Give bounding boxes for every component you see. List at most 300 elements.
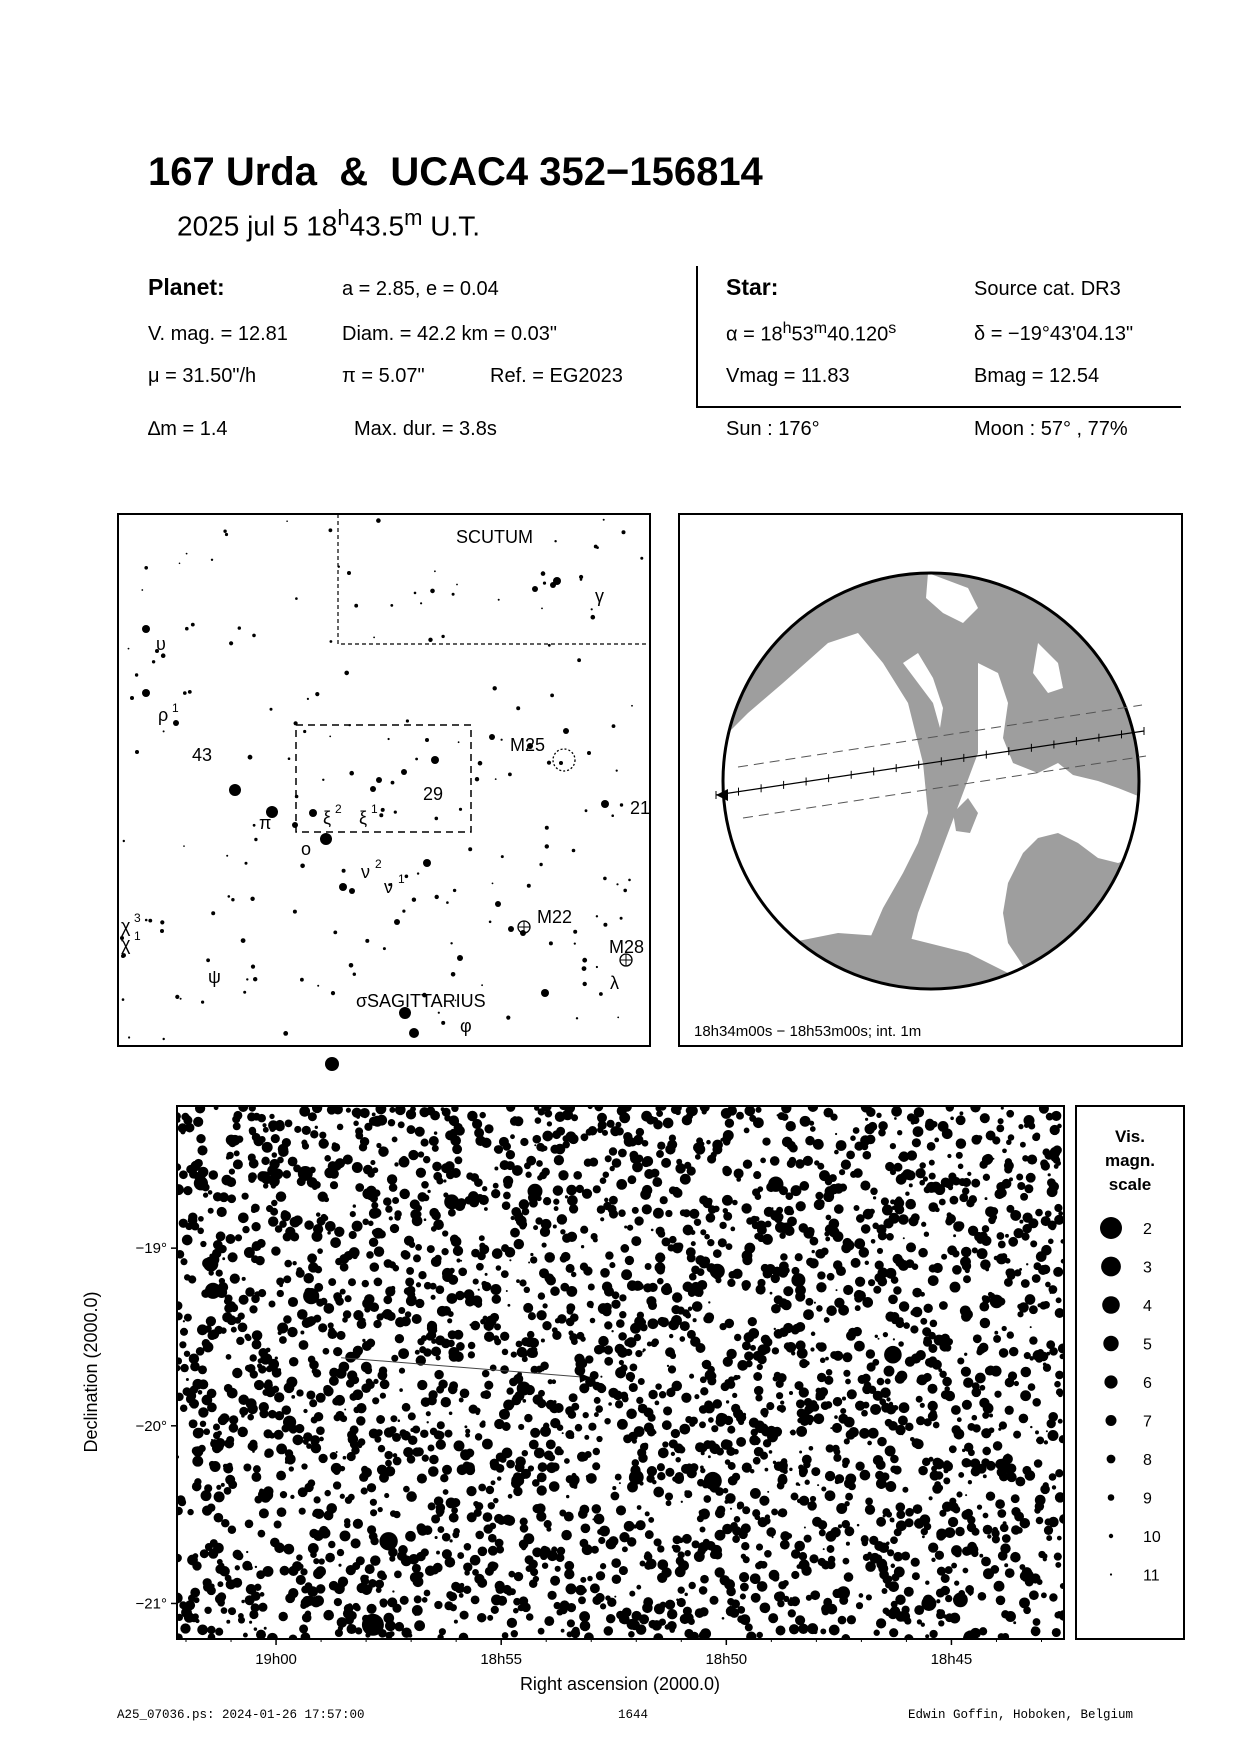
field-star (1004, 1563, 1008, 1567)
field-star (207, 1626, 215, 1634)
field-star (905, 1199, 916, 1210)
field-star (642, 1185, 653, 1196)
field-star (568, 1410, 577, 1419)
field-star (890, 1169, 896, 1175)
field-star (491, 1480, 496, 1485)
field-star (328, 1541, 335, 1548)
field-star (215, 1628, 223, 1636)
field-star (883, 1608, 890, 1615)
field-star (541, 1338, 545, 1342)
field-star (809, 1446, 814, 1451)
field-star (795, 1615, 805, 1625)
field-star (939, 1199, 946, 1206)
finder-faint-star (191, 623, 195, 627)
label-upsilon: υ (156, 634, 166, 654)
field-star (1005, 1234, 1009, 1238)
field-star (222, 1257, 225, 1260)
field-star (330, 1181, 338, 1189)
finder-faint-star (573, 930, 577, 934)
field-star (866, 1349, 875, 1358)
field-star (398, 1419, 401, 1422)
field-star (970, 1102, 980, 1112)
field-star (1054, 1381, 1061, 1388)
field-star (179, 1341, 186, 1348)
field-star (720, 1138, 724, 1142)
field-star (489, 1523, 496, 1530)
field-star (587, 1576, 593, 1582)
field-star (340, 1289, 346, 1295)
field-star (898, 1214, 909, 1225)
field-star (261, 1157, 269, 1165)
field-star (263, 1127, 269, 1133)
field-star (172, 1593, 183, 1604)
field-star (252, 1241, 262, 1251)
field-star (422, 1597, 428, 1603)
field-star (592, 1462, 600, 1470)
field-star (700, 1387, 708, 1395)
field-star (760, 1158, 766, 1164)
field-star (1054, 1553, 1062, 1561)
legend-dot-mag-10 (1109, 1534, 1113, 1538)
field-star (942, 1377, 952, 1387)
field-star (861, 1535, 869, 1543)
field-star (1014, 1269, 1021, 1276)
field-star (463, 1586, 471, 1594)
field-star (584, 1159, 592, 1167)
finder-faint-star (549, 941, 553, 945)
field-star (754, 1420, 765, 1431)
field-star (502, 1448, 513, 1459)
field-star (835, 1133, 837, 1135)
legend-dot-mag-7 (1106, 1415, 1117, 1426)
legend-dot-mag-11 (1110, 1573, 1112, 1575)
field-star (951, 1545, 962, 1556)
field-star (616, 1319, 625, 1328)
finder-faint-star (145, 919, 148, 922)
field-star (189, 1353, 199, 1363)
field-star (878, 1129, 886, 1137)
field-star (836, 1266, 846, 1276)
field-star (479, 1244, 489, 1254)
globe-caption: 18h34m00s − 18h53m00s; int. 1m (694, 1023, 922, 1040)
detail-star-chart (80, 1100, 1188, 1694)
field-star (989, 1413, 993, 1417)
field-star (559, 1510, 566, 1517)
field-star (1004, 1165, 1012, 1173)
field-star (971, 1528, 979, 1536)
field-star (911, 1353, 921, 1363)
field-star (826, 1444, 834, 1452)
field-star (668, 1365, 676, 1373)
field-star (799, 1359, 808, 1368)
field-star (603, 1303, 612, 1312)
field-star (665, 1468, 674, 1477)
field-star (868, 1279, 875, 1286)
field-star (813, 1413, 824, 1424)
field-star (1040, 1159, 1048, 1167)
earth-globe-panel (678, 513, 1183, 1047)
field-star (742, 1255, 752, 1265)
field-star (834, 1150, 839, 1155)
field-star (266, 1205, 273, 1212)
field-star (192, 1456, 203, 1467)
field-star (314, 1496, 321, 1503)
field-star (570, 1313, 579, 1322)
field-star (456, 1258, 460, 1262)
field-star (235, 1565, 240, 1570)
field-star (678, 1446, 686, 1454)
field-star (645, 1511, 650, 1516)
field-star (296, 1575, 306, 1585)
field-star (586, 1128, 593, 1135)
field-star (370, 1194, 378, 1202)
field-star (408, 1633, 412, 1637)
field-star (421, 1335, 427, 1341)
finder-faint-star (353, 973, 356, 976)
field-star (369, 1238, 378, 1247)
field-star (730, 1508, 732, 1510)
field-star (804, 1527, 806, 1529)
field-star (960, 1256, 971, 1267)
field-star (615, 1400, 623, 1408)
field-star (244, 1334, 250, 1340)
field-star (277, 1507, 287, 1517)
field-star (653, 1633, 663, 1643)
field-star (258, 1603, 267, 1612)
field-star (909, 1183, 913, 1187)
field-star (598, 1537, 605, 1544)
field-star (562, 1135, 569, 1142)
field-star (542, 1146, 547, 1151)
field-star (318, 1323, 327, 1332)
finder-faint-star (412, 898, 416, 902)
finder-faint-star (333, 931, 337, 935)
field-star (459, 1593, 464, 1598)
field-star (982, 1447, 991, 1456)
field-star (983, 1525, 993, 1535)
field-star (696, 1137, 703, 1144)
field-star (337, 1549, 344, 1556)
bright-star-13 (629, 1470, 644, 1485)
field-star (695, 1442, 705, 1452)
field-star (679, 1336, 685, 1342)
field-star (955, 1221, 964, 1230)
field-star (1013, 1431, 1021, 1439)
field-star (615, 1344, 625, 1354)
field-star (805, 1480, 810, 1485)
field-star (443, 1489, 449, 1495)
field-star (689, 1209, 699, 1219)
field-star (581, 1454, 589, 1462)
field-star (538, 1462, 548, 1472)
field-star (448, 1209, 456, 1217)
field-star (523, 1533, 534, 1544)
field-star (870, 1404, 881, 1415)
field-star (1050, 1125, 1060, 1135)
field-star (657, 1278, 664, 1285)
label-xi1: ξ (359, 808, 368, 828)
field-star (493, 1498, 499, 1504)
field-star (474, 1128, 484, 1138)
field-star (888, 1294, 898, 1304)
field-star (922, 1327, 931, 1336)
legend-label-mag-5: 5 (1143, 1336, 1152, 1354)
field-star (225, 1475, 235, 1485)
field-star (511, 1216, 515, 1220)
field-star (187, 1116, 191, 1120)
field-star (254, 1380, 264, 1390)
field-star (453, 1528, 460, 1535)
field-star (962, 1400, 972, 1410)
field-star (427, 1421, 429, 1423)
field-star (982, 1412, 989, 1419)
field-star (484, 1331, 494, 1341)
field-star (648, 1620, 657, 1629)
field-star (841, 1159, 851, 1169)
field-star (662, 1441, 668, 1447)
field-star (336, 1451, 338, 1453)
field-star (609, 1262, 615, 1268)
field-star (1019, 1414, 1029, 1424)
field-star (784, 1342, 792, 1350)
field-star (861, 1224, 871, 1234)
field-star (217, 1581, 223, 1587)
field-star (796, 1426, 807, 1437)
field-star (390, 1224, 399, 1233)
field-star (949, 1445, 957, 1453)
field-star (490, 1313, 499, 1322)
field-star (890, 1455, 899, 1464)
field-star (297, 1309, 308, 1320)
field-star (328, 1327, 335, 1334)
legend-dot-mag-3 (1101, 1257, 1121, 1277)
field-star (288, 1157, 298, 1167)
field-star (964, 1353, 967, 1356)
field-star (709, 1596, 718, 1605)
field-star (913, 1126, 924, 1137)
finder-faint-star (254, 838, 257, 841)
field-star (1040, 1485, 1050, 1495)
field-star (560, 1283, 569, 1292)
field-star (622, 1546, 628, 1552)
field-star (678, 1587, 685, 1594)
field-star (492, 1294, 501, 1303)
field-star (442, 1533, 451, 1542)
field-star (319, 1437, 324, 1442)
finder-faint-star (640, 557, 643, 560)
field-star (936, 1599, 940, 1603)
field-star (469, 1197, 479, 1207)
field-star (236, 1123, 241, 1128)
field-star (565, 1195, 568, 1198)
field-star (925, 1581, 929, 1585)
field-star (678, 1551, 685, 1558)
field-star (599, 1526, 610, 1537)
field-star (561, 1629, 565, 1633)
field-star (296, 1267, 302, 1273)
label-nu1-sup: 1 (398, 872, 405, 886)
field-star (839, 1169, 845, 1175)
field-star (1003, 1521, 1007, 1525)
field-star (774, 1328, 776, 1330)
finder-star-30 (431, 756, 439, 764)
field-star (933, 1422, 940, 1429)
field-star (351, 1376, 359, 1384)
field-star (894, 1117, 897, 1120)
field-star (536, 1310, 546, 1320)
field-star (612, 1486, 616, 1490)
field-star (340, 1416, 346, 1422)
legend-label-mag-10: 10 (1143, 1529, 1161, 1546)
field-star (951, 1425, 960, 1434)
field-star (441, 1397, 451, 1407)
field-star (415, 1127, 425, 1137)
field-star (528, 1262, 530, 1264)
field-star (893, 1552, 903, 1562)
field-star (766, 1402, 774, 1410)
field-star (228, 1252, 238, 1262)
field-star (1006, 1453, 1009, 1456)
field-star (1006, 1110, 1014, 1118)
field-star (343, 1456, 347, 1460)
finder-star-26 (601, 800, 609, 808)
field-star (457, 1552, 464, 1559)
field-star (418, 1271, 426, 1279)
field-star (344, 1522, 351, 1529)
field-star (259, 1136, 266, 1143)
finder-faint-star (591, 615, 596, 620)
finder-star-3 (229, 784, 241, 796)
finder-faint-star (148, 919, 152, 923)
field-star (663, 1118, 674, 1129)
field-star (726, 1122, 731, 1127)
field-star (547, 1591, 556, 1600)
field-star (780, 1400, 784, 1404)
field-star (810, 1347, 814, 1351)
field-star (362, 1280, 369, 1287)
field-star (604, 1198, 608, 1202)
star-bmag: Bmag = 12.54 (974, 365, 1100, 387)
field-star (355, 1127, 363, 1135)
field-star (743, 1556, 750, 1563)
field-star (612, 1158, 622, 1168)
field-star (972, 1382, 980, 1390)
field-star (772, 1207, 774, 1209)
field-star (842, 1458, 850, 1466)
field-star (1020, 1142, 1026, 1148)
finder-faint-star (253, 824, 256, 827)
field-star (307, 1586, 318, 1597)
field-star (728, 1271, 736, 1279)
field-star (864, 1382, 872, 1390)
finder-faint-star (317, 985, 319, 987)
legend-dot-mag-8 (1107, 1455, 1116, 1464)
field-star (755, 1394, 762, 1401)
field-star (596, 1571, 605, 1580)
field-star (385, 1466, 395, 1476)
field-star (890, 1143, 896, 1149)
field-star (340, 1466, 345, 1471)
field-star (520, 1138, 528, 1146)
finder-faint-star (493, 686, 497, 690)
field-star (259, 1508, 269, 1518)
field-star (806, 1227, 815, 1236)
field-star (189, 1419, 198, 1428)
field-star (345, 1295, 352, 1302)
field-star (535, 1217, 542, 1224)
field-star (608, 1402, 612, 1406)
field-star (542, 1243, 547, 1248)
field-star (424, 1218, 427, 1221)
field-star (594, 1412, 599, 1417)
field-star (550, 1286, 560, 1296)
finder-star-35 (347, 571, 351, 575)
field-star (983, 1174, 990, 1181)
field-star (688, 1306, 692, 1310)
field-star (753, 1372, 762, 1381)
field-star (658, 1448, 669, 1459)
field-star (517, 1347, 528, 1358)
field-star (616, 1179, 627, 1190)
field-star (742, 1506, 750, 1514)
field-star (983, 1513, 989, 1519)
field-star (604, 1321, 612, 1329)
field-star (458, 1267, 467, 1276)
field-star (665, 1624, 670, 1629)
field-star (597, 1113, 607, 1123)
finder-star-31 (425, 738, 429, 742)
field-star (1046, 1430, 1048, 1432)
field-star (615, 1474, 622, 1481)
field-star (663, 1406, 672, 1415)
field-star (522, 1399, 526, 1403)
field-star (527, 1347, 538, 1358)
field-star (899, 1402, 910, 1413)
field-star (799, 1387, 809, 1397)
star-heading: Star: (726, 274, 779, 300)
field-star (506, 1103, 515, 1112)
field-star (885, 1481, 896, 1492)
field-star (740, 1593, 746, 1599)
finder-faint-star (475, 777, 479, 781)
field-star (911, 1213, 920, 1222)
field-star (544, 1451, 554, 1461)
finder-frame (118, 514, 650, 1046)
field-star (380, 1379, 390, 1389)
field-star (438, 1380, 447, 1389)
field-star (653, 1120, 663, 1130)
finder-faint-star (223, 530, 226, 533)
field-star (453, 1246, 463, 1256)
field-star (689, 1374, 694, 1379)
field-star (446, 1497, 457, 1508)
field-star (644, 1169, 654, 1179)
field-star (249, 1354, 256, 1361)
field-star (213, 1240, 223, 1250)
field-star (529, 1440, 539, 1450)
field-star (591, 1546, 599, 1554)
field-star (197, 1228, 204, 1235)
field-star (629, 1378, 633, 1382)
field-star (826, 1369, 833, 1376)
field-star (917, 1619, 922, 1624)
field-star (930, 1470, 940, 1480)
field-star (765, 1514, 770, 1519)
field-star (358, 1438, 366, 1446)
bright-star-17 (921, 1596, 936, 1611)
field-star (781, 1113, 789, 1121)
field-star (708, 1301, 710, 1303)
